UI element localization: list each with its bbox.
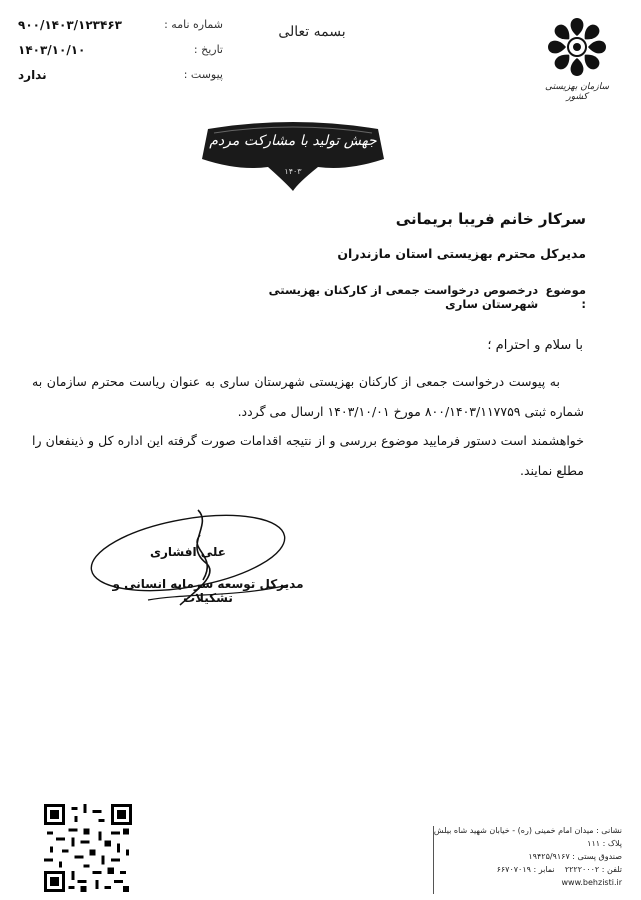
- letter-number-value: ۹۰۰/۱۴۰۳/۱۲۳۴۶۳: [18, 17, 122, 32]
- organization-name: سازمان بهزیستی کشور: [544, 82, 610, 102]
- subject-text: درخصوص درخواست جمعی از کارکنان بهزیستی شهرستان ساری: [268, 283, 539, 311]
- letter-number-row: [18, 12, 223, 37]
- letter-body: [32, 367, 584, 485]
- letter-attachment-row: [18, 62, 223, 87]
- footer-phone: [442, 865, 622, 878]
- slogan-badge-icon: [198, 115, 388, 193]
- letter-date-row: [18, 37, 223, 62]
- footer-plate: پلاک : ۱۱۱: [587, 839, 622, 848]
- body-paragraph-2: خواهشمند است دستور فرمایید موضوع بررسی و از نتیجه اقدامات صورت گرفته این اداره کل و ذینفعان را مطلع نمایند.: [32, 433, 584, 478]
- footer-address: نشانی : میدان امام خمینی (ره) - خیابان شهید شاه بیلش: [433, 826, 622, 835]
- letterhead-footer: [433, 826, 622, 894]
- letter-attachment-label: پیوست :: [183, 68, 223, 81]
- letter-meta: [18, 12, 223, 87]
- letter-date-value: ۱۴۰۳/۱۰/۱۰: [18, 42, 86, 57]
- subject-label: موضوع :: [545, 283, 586, 311]
- signature-block: [88, 505, 328, 615]
- recipient-title: مدیرکل محترم بهزیستی استان مازندران: [337, 246, 586, 261]
- signer-name: علی افشاری: [149, 545, 226, 559]
- letter-date-label: تاریخ :: [193, 43, 223, 56]
- basmala: بسمه تعالی: [278, 24, 346, 40]
- signer-title: مدیرکل توسعه سرمایه انسانی و تشکیلات: [112, 577, 304, 605]
- letter-attachment-value: ندارد: [18, 67, 47, 82]
- footer-web[interactable]: www.behzisti.ir: [561, 878, 622, 887]
- organization-logo: [533, 16, 621, 102]
- letter-number-label: شماره نامه :: [164, 18, 223, 31]
- footer-phone-text: تلفن : ۲۲۲۲۰۰۰۲: [564, 865, 622, 874]
- footer-postal: صندوق پستی : ۱۹۴۲۵/۹۱۶۷: [528, 852, 622, 861]
- qr-code-icon: [44, 804, 132, 892]
- footer-fax-text: نمابر : ۶۶۷۰۷۰۱۹: [496, 865, 555, 874]
- recipient-name: سرکار خانم فریبا بریمانی: [395, 210, 586, 228]
- greeting: با سلام و احترام ؛: [487, 338, 583, 353]
- body-paragraph-1: به پیوست درخواست جمعی از کارکنان بهزیستی شهرستان ساری به عنوان ریاست محترم سازمان به شماره ثبتی ۸۰۰/۱۴۰۳/۱۱۷۷۵۹ مورخ ۱۴۰۳/۱۰/۰۱ ارسال می گردد.: [32, 374, 584, 419]
- slogan-year: ۱۴۰۳: [284, 167, 302, 176]
- letter-subject: [226, 283, 586, 311]
- slogan-text: جهش تولید با مشارکت مردم: [209, 133, 377, 149]
- flower-emblem-icon: [546, 16, 608, 78]
- slogan-banner: [198, 115, 388, 193]
